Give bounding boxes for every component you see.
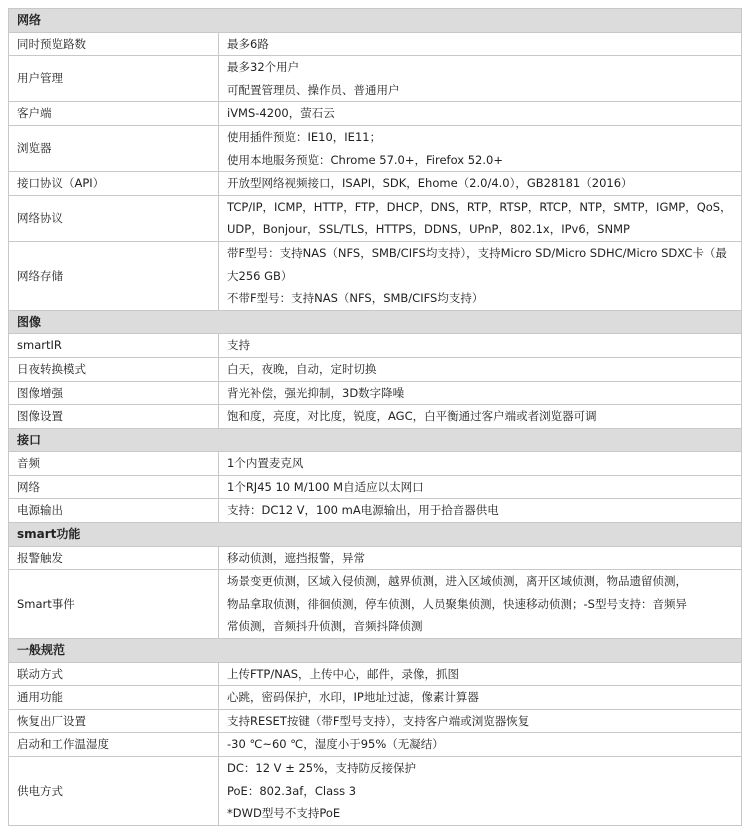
spec-value bbox=[219, 334, 742, 358]
spec-row bbox=[9, 405, 742, 429]
spec-row bbox=[9, 452, 742, 476]
spec-value-line: 最多6路 bbox=[227, 36, 269, 51]
spec-row bbox=[9, 32, 742, 56]
spec-value bbox=[219, 381, 742, 405]
section-header-row bbox=[9, 523, 742, 547]
spec-value bbox=[219, 499, 742, 523]
spec-value bbox=[219, 709, 742, 733]
spec-value-line: 支持RESET按键（带F型号支持），支持客户端或浏览器恢复 bbox=[227, 713, 530, 728]
spec-label: 客户端 bbox=[9, 102, 219, 126]
spec-label: 通用功能 bbox=[9, 686, 219, 710]
spec-value bbox=[219, 570, 742, 639]
spec-value-line: 常侦测，音频抖升侦测，音频抖降侦测 bbox=[227, 619, 423, 634]
spec-value-line: -30 ℃~60 ℃，湿度小于95%（无凝结） bbox=[227, 737, 444, 752]
spec-value-line: 支持 bbox=[227, 338, 250, 353]
spec-label: 日夜转换模式 bbox=[9, 357, 219, 381]
spec-label: 网络存储 bbox=[9, 241, 219, 310]
spec-value-line: 最多32个用户 bbox=[227, 60, 300, 75]
section-title: 接口 bbox=[9, 428, 742, 452]
spec-label: 联动方式 bbox=[9, 662, 219, 686]
spec-value bbox=[219, 546, 742, 570]
spec-table bbox=[8, 8, 742, 826]
spec-row bbox=[9, 125, 742, 171]
spec-row bbox=[9, 56, 742, 102]
section-header-row bbox=[9, 9, 742, 33]
spec-value-line: 使用本地服务预览：Chrome 57.0+，Firefox 52.0+ bbox=[227, 152, 503, 167]
spec-value-line: 物品拿取侦测，徘徊侦测，停车侦测，人员聚集侦测，快速移动侦测；-S型号支持：音频异 bbox=[227, 596, 687, 611]
spec-label: smartIR bbox=[9, 334, 219, 358]
spec-value bbox=[219, 475, 742, 499]
spec-value-line: 支持：DC12 V，100 mA电源输出，用于拾音器供电 bbox=[227, 503, 499, 518]
spec-row bbox=[9, 709, 742, 733]
spec-label: 供电方式 bbox=[9, 757, 219, 826]
spec-row bbox=[9, 357, 742, 381]
spec-row bbox=[9, 381, 742, 405]
spec-value-line: *DWD型号不支持PoE bbox=[227, 806, 341, 821]
spec-value-line: 场景变更侦测，区域入侵侦测，越界侦测，进入区域侦测，离开区域侦测，物品遗留侦测， bbox=[227, 574, 687, 589]
spec-value bbox=[219, 757, 742, 826]
spec-value bbox=[219, 56, 742, 102]
spec-value-line: 1个RJ45 10 M/100 M自适应以太网口 bbox=[227, 479, 424, 494]
spec-table-body bbox=[9, 9, 742, 826]
spec-sheet bbox=[8, 8, 741, 826]
spec-row bbox=[9, 172, 742, 196]
spec-label: 报警触发 bbox=[9, 546, 219, 570]
spec-label: 网络协议 bbox=[9, 195, 219, 241]
spec-value-line: 不带F型号：支持NAS（NFS，SMB/CIFS均支持） bbox=[227, 291, 484, 306]
spec-value bbox=[219, 357, 742, 381]
spec-value bbox=[219, 32, 742, 56]
spec-value-line: 白天，夜晚，自动，定时切换 bbox=[227, 361, 377, 376]
spec-value-line: 背光补偿，强光抑制，3D数字降噪 bbox=[227, 385, 405, 400]
spec-value-line: 使用插件预览：IE10，IE11； bbox=[227, 129, 382, 144]
section-title: smart功能 bbox=[9, 523, 742, 547]
spec-value bbox=[219, 102, 742, 126]
spec-row bbox=[9, 686, 742, 710]
spec-value bbox=[219, 452, 742, 476]
spec-row bbox=[9, 195, 742, 241]
spec-value-line: 1个内置麦克风 bbox=[227, 456, 304, 471]
spec-value bbox=[219, 195, 742, 241]
spec-value-line: iVMS-4200，萤石云 bbox=[227, 106, 335, 121]
spec-value bbox=[219, 125, 742, 171]
section-header-row bbox=[9, 310, 742, 334]
spec-row bbox=[9, 499, 742, 523]
spec-value-line: 开放型网络视频接口，ISAPI，SDK，Ehome（2.0/4.0），GB28181（2016） bbox=[227, 176, 633, 191]
spec-label: 同时预览路数 bbox=[9, 32, 219, 56]
spec-value-line: 上传FTP/NAS，上传中心，邮件，录像，抓图 bbox=[227, 666, 460, 681]
section-title: 网络 bbox=[9, 9, 742, 33]
spec-label: 启动和工作温湿度 bbox=[9, 733, 219, 757]
spec-row bbox=[9, 546, 742, 570]
spec-label: 网络 bbox=[9, 475, 219, 499]
spec-label: 图像增强 bbox=[9, 381, 219, 405]
spec-row bbox=[9, 334, 742, 358]
spec-label: 图像设置 bbox=[9, 405, 219, 429]
spec-row bbox=[9, 475, 742, 499]
section-header-row bbox=[9, 428, 742, 452]
spec-value-line: PoE：802.3af，Class 3 bbox=[227, 783, 357, 798]
spec-value bbox=[219, 241, 742, 310]
spec-label: 接口协议（API） bbox=[9, 172, 219, 196]
spec-value-line: 带F型号：支持NAS（NFS，SMB/CIFS均支持），支持Micro SD/Micro SDHC/Micro SDXC卡（最 bbox=[227, 245, 727, 260]
spec-label: 音频 bbox=[9, 452, 219, 476]
spec-label: 电源输出 bbox=[9, 499, 219, 523]
spec-label: 浏览器 bbox=[9, 125, 219, 171]
spec-row bbox=[9, 733, 742, 757]
section-header-row bbox=[9, 639, 742, 663]
spec-row bbox=[9, 570, 742, 639]
spec-value-line: 大256 GB） bbox=[227, 268, 293, 283]
spec-value-line: 心跳，密码保护，水印，IP地址过滤，像素计算器 bbox=[227, 690, 479, 705]
spec-label: Smart事件 bbox=[9, 570, 219, 639]
spec-row bbox=[9, 102, 742, 126]
section-title: 图像 bbox=[9, 310, 742, 334]
spec-value-line: 饱和度，亮度，对比度，锐度，AGC，白平衡通过客户端或者浏览器可调 bbox=[227, 409, 597, 424]
spec-value-line: UDP，Bonjour，SSL/TLS，HTTPS，DDNS，UPnP，802.1x，IPv6，SNMP bbox=[227, 222, 630, 237]
spec-value bbox=[219, 172, 742, 196]
section-title: 一般规范 bbox=[9, 639, 742, 663]
spec-value-line: 移动侦测，遮挡报警，异常 bbox=[227, 550, 365, 565]
spec-value bbox=[219, 405, 742, 429]
spec-value-line: TCP/IP，ICMP，HTTP，FTP，DHCP，DNS，RTP，RTSP，RTCP，NTP，SMTP，IGMP，QoS， bbox=[227, 199, 732, 214]
spec-row bbox=[9, 662, 742, 686]
spec-value bbox=[219, 733, 742, 757]
spec-row bbox=[9, 241, 742, 310]
spec-row bbox=[9, 757, 742, 826]
spec-value-line: 可配置管理员、操作员、普通用户 bbox=[227, 82, 400, 97]
spec-value bbox=[219, 662, 742, 686]
spec-value-line: DC：12 V ± 25%，支持防反接保护 bbox=[227, 761, 417, 775]
spec-label: 恢复出厂设置 bbox=[9, 709, 219, 733]
spec-value bbox=[219, 686, 742, 710]
spec-label: 用户管理 bbox=[9, 56, 219, 102]
